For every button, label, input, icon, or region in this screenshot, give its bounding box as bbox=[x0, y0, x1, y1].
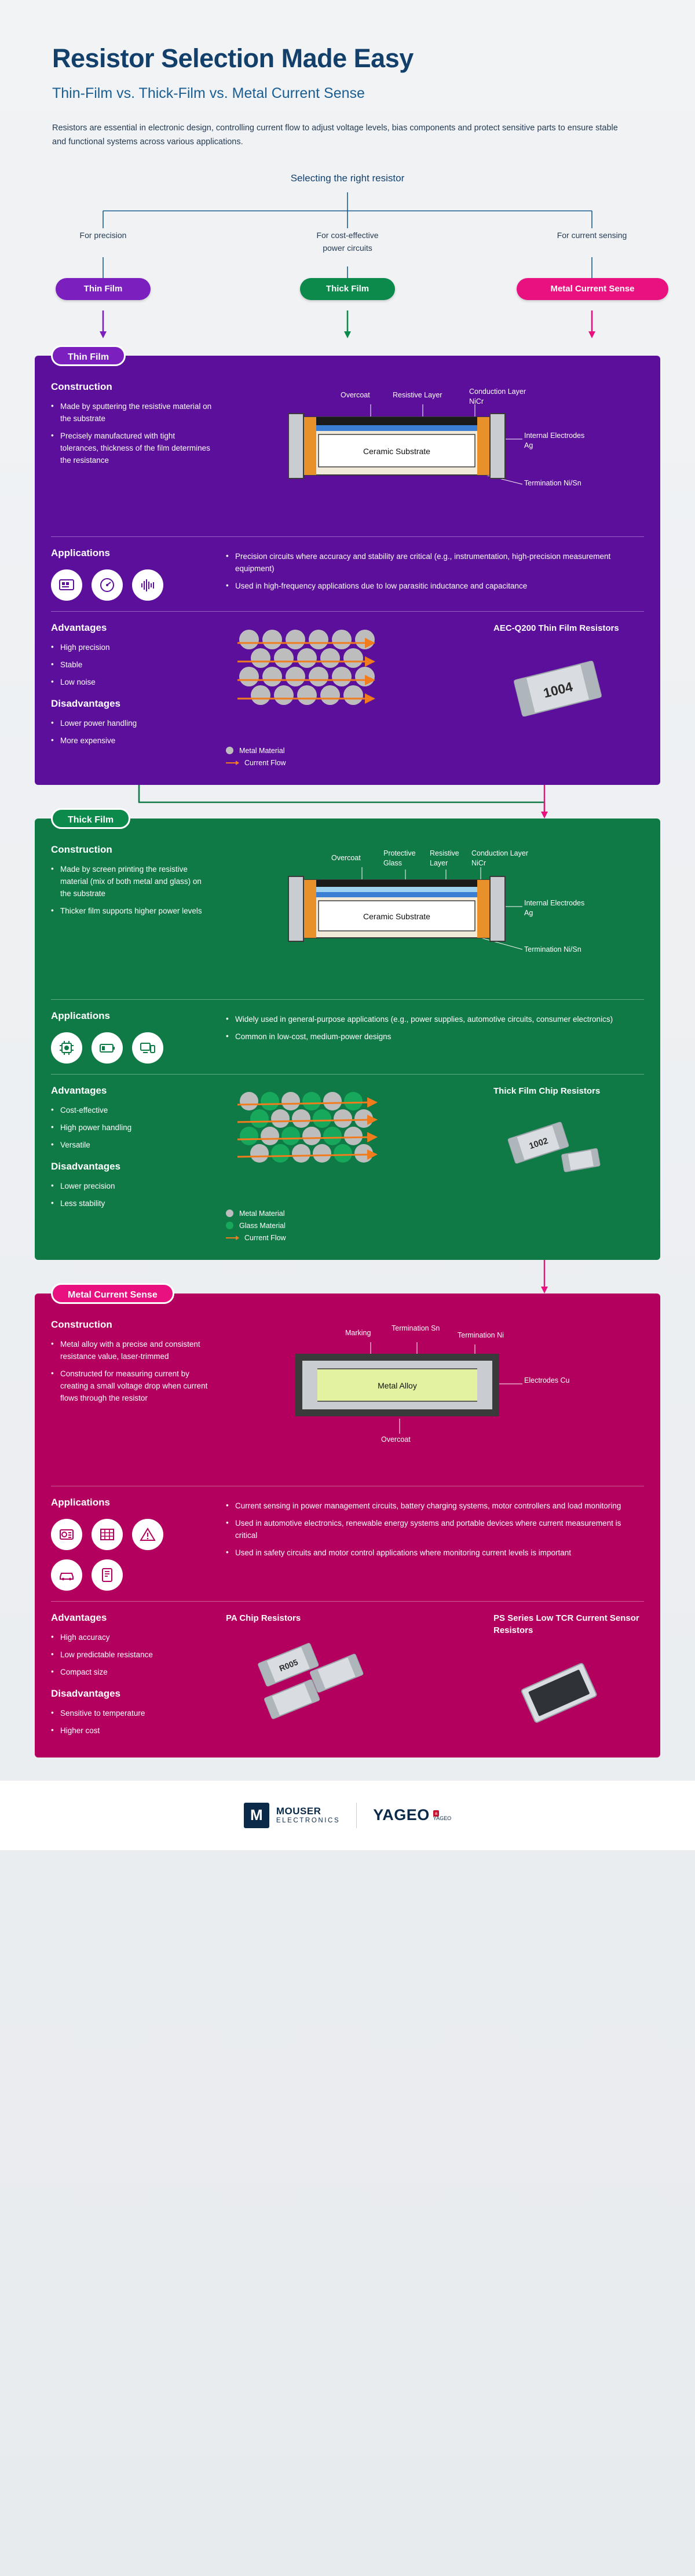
thick-disadvantages-title: Disadvantages bbox=[51, 1160, 120, 1172]
thick-disadvantages-list bbox=[51, 1181, 213, 1210]
thin-construction-title: Construction bbox=[51, 381, 112, 392]
thin-product bbox=[493, 622, 644, 771]
list-item: • Precision circuits where accuracy and stability are critical (e.g., instrumentation, high-precision measurement equipment) bbox=[226, 551, 644, 575]
list-item: • Stable bbox=[51, 659, 213, 671]
pill-thin-film[interactable]: Thin Film bbox=[56, 278, 151, 300]
pa-chip-photo bbox=[226, 1630, 411, 1734]
selection-flow bbox=[0, 165, 695, 338]
metal-construction-title: Construction bbox=[51, 1318, 112, 1330]
thin-disadvantages-list bbox=[51, 718, 213, 747]
thin-film-chip-photo bbox=[493, 640, 627, 727]
list-item: • Used in high-frequency applications due to low parasitic inductance and capacitance bbox=[226, 580, 644, 593]
legend-label: Glass Material bbox=[239, 1221, 286, 1230]
metal-applications-icons-row2 bbox=[51, 1557, 213, 1591]
divider bbox=[51, 1601, 644, 1602]
ps-series-title: PS Series Low TCR Current Sensor Resistors bbox=[493, 1613, 639, 1635]
annot-resistive-layer: Resistive Layer bbox=[393, 390, 442, 399]
legend-label: Current Flow bbox=[244, 758, 286, 767]
battery-icon bbox=[92, 1032, 123, 1064]
car-icon bbox=[51, 1559, 82, 1591]
metal-advantages-title: Advantages bbox=[51, 1612, 107, 1623]
pa-chip-title: PA Chip Resistors bbox=[226, 1613, 301, 1623]
thin-advantages-block bbox=[35, 622, 660, 771]
thick-applications-block bbox=[35, 1010, 660, 1064]
thick-applications-title: Applications bbox=[51, 1010, 111, 1021]
branch-label-cost-line2: power circuits bbox=[323, 243, 372, 253]
thick-applications-icons bbox=[51, 1030, 213, 1064]
annot-overcoat: Overcoat bbox=[341, 390, 370, 399]
annot-conduction-layer: Conduction Layer NiCr bbox=[469, 387, 526, 405]
intro-paragraph: Resistors are essential in electronic design, controlling current flow to adjust voltage levels, bias components and protect sensitive parts to ensure stable and functional systems across various applications. bbox=[52, 123, 618, 147]
metal-material-flow-diagram bbox=[226, 622, 446, 738]
thick-construction-figure bbox=[226, 844, 666, 989]
annot-termination: Termination Ni/Sn bbox=[524, 945, 581, 953]
header bbox=[0, 0, 695, 149]
section-metal-current-sense bbox=[35, 1289, 660, 1757]
yageo-wordmark: YAGEO bbox=[373, 1806, 430, 1824]
instrumentation-icon bbox=[51, 569, 82, 601]
thin-construction-list bbox=[51, 401, 213, 467]
yageo-logo bbox=[357, 1806, 451, 1824]
branch-label-cost-line1: For cost-effective bbox=[316, 230, 379, 240]
section-thick-film bbox=[35, 814, 660, 1260]
thick-applications-list bbox=[226, 1014, 644, 1043]
annot-internal-electrodes: Internal Electrodes Ag bbox=[524, 898, 585, 917]
list-item: • Versatile bbox=[51, 1139, 213, 1152]
annot-internal-electrodes: Internal Electrodes Ag bbox=[524, 431, 585, 450]
annot-protective-glass: Protective Glass bbox=[383, 849, 416, 867]
annot-termination-sn: Termination Sn bbox=[392, 1324, 440, 1332]
branch-label-precision: For precision bbox=[79, 230, 127, 240]
device-icon bbox=[92, 1559, 123, 1591]
thin-advantages-list bbox=[51, 642, 213, 689]
thick-advantages-title: Advantages bbox=[51, 1084, 107, 1096]
thin-applications-list bbox=[226, 551, 644, 593]
metal-construction-list bbox=[51, 1339, 213, 1405]
metal-applications-title: Applications bbox=[51, 1496, 111, 1508]
thin-construction-figure bbox=[226, 381, 666, 526]
yageo-subtitle: YAGEO bbox=[433, 1815, 452, 1822]
annot-termination-ni: Termination Ni bbox=[458, 1331, 504, 1339]
annot-termination: Termination Ni/Sn bbox=[524, 478, 581, 487]
list-item: • Used in safety circuits and motor control applications where monitoring current levels is important bbox=[226, 1547, 644, 1559]
section-tab-metal-current-sense: Metal Current Sense bbox=[51, 1283, 174, 1304]
annot-overcoat: Overcoat bbox=[331, 853, 361, 862]
section-tab-thin-film: Thin Film bbox=[51, 345, 126, 366]
metal-disadvantages-list bbox=[51, 1708, 213, 1737]
metal-advantages-block bbox=[35, 1612, 660, 1744]
section-tab-thick-film: Thick Film bbox=[51, 808, 130, 829]
svg-text:1002: 1002 bbox=[528, 1135, 550, 1152]
list-item: • Less stability bbox=[51, 1198, 213, 1210]
metal-advantages-list bbox=[51, 1632, 213, 1679]
metal-applications-list bbox=[226, 1500, 644, 1559]
legend-label: Current Flow bbox=[244, 1233, 286, 1242]
list-item: • Metal alloy with a precise and consistent resistance value, laser-trimmed bbox=[51, 1339, 213, 1363]
divider bbox=[51, 611, 644, 612]
meter-icon bbox=[51, 1519, 82, 1550]
chip-code: 1004 bbox=[542, 678, 575, 701]
metal-construction-block bbox=[35, 1294, 660, 1475]
list-item: • Low noise bbox=[51, 677, 213, 689]
list-item: • Constructed for measuring current by creating a small voltage drop when current flows through the resistor bbox=[51, 1368, 213, 1405]
annot-resistive-layer: Resistive Layer bbox=[430, 849, 459, 867]
thin-film-cross-section bbox=[226, 381, 666, 526]
metal-product-pa bbox=[226, 1612, 481, 1744]
thick-construction-title: Construction bbox=[51, 843, 112, 855]
list-item: • Compact size bbox=[51, 1667, 213, 1679]
list-item: • Lower power handling bbox=[51, 718, 213, 730]
waveform-icon bbox=[132, 569, 163, 601]
divider bbox=[51, 536, 644, 537]
thin-material-diagram bbox=[226, 622, 481, 771]
glass-material-swatch bbox=[226, 1222, 233, 1229]
chip-icon bbox=[51, 1032, 82, 1064]
current-flow-arrow bbox=[226, 1237, 239, 1238]
pill-thick-film[interactable]: Thick Film bbox=[300, 278, 395, 300]
metal-material-swatch bbox=[226, 747, 233, 754]
branch-label-sensing: For current sensing bbox=[557, 230, 627, 240]
thick-product bbox=[493, 1085, 644, 1246]
list-item: • More expensive bbox=[51, 735, 213, 747]
list-item: • High accuracy bbox=[51, 1632, 213, 1644]
solar-icon bbox=[92, 1519, 123, 1550]
list-item: • Used in automotive electronics, renewable energy systems and portable devices where current measurement is critical bbox=[226, 1518, 644, 1542]
thick-construction-list bbox=[51, 864, 213, 918]
thick-advantages-block bbox=[35, 1085, 660, 1246]
metal-current-sense-cross-section bbox=[226, 1319, 666, 1475]
list-item: • Widely used in general-purpose applications (e.g., power supplies, automotive circuits, consumer electronics) bbox=[226, 1014, 644, 1026]
list-item: • Common in low-cost, medium-power designs bbox=[226, 1031, 644, 1043]
svg-text:Metal Alloy: Metal Alloy bbox=[378, 1380, 417, 1390]
list-item: • Sensitive to temperature bbox=[51, 1708, 213, 1720]
annot-overcoat: Overcoat bbox=[381, 1435, 411, 1444]
thin-advantages-title: Advantages bbox=[51, 622, 107, 633]
mouser-mark-icon: M bbox=[244, 1803, 269, 1828]
list-item: • Low predictable resistance bbox=[51, 1649, 213, 1661]
annot-marking: Marking bbox=[345, 1328, 371, 1337]
section-thin-film bbox=[35, 352, 660, 785]
yageo-badge: a bbox=[433, 1810, 439, 1817]
gauge-icon bbox=[92, 569, 123, 601]
devices-icon bbox=[132, 1032, 163, 1064]
list-item: • Cost-effective bbox=[51, 1105, 213, 1117]
list-item: • High power handling bbox=[51, 1122, 213, 1134]
mouser-wordmark: MOUSER bbox=[276, 1806, 321, 1817]
warning-icon bbox=[132, 1519, 163, 1550]
svg-text:Ceramic Substrate: Ceramic Substrate bbox=[363, 911, 430, 921]
svg-text:Ceramic Substrate: Ceramic Substrate bbox=[363, 446, 430, 456]
thin-construction-block bbox=[35, 356, 660, 526]
metal-applications-icons-row1 bbox=[51, 1517, 213, 1550]
list-item: • Made by screen printing the resistive material (mix of both metal and glass) on the substrate bbox=[51, 864, 213, 900]
metal-product-ps bbox=[493, 1612, 644, 1744]
mouser-subtitle: ELECTRONICS bbox=[276, 1817, 341, 1824]
thick-material-diagram bbox=[226, 1085, 481, 1246]
legend-label: Metal Material bbox=[239, 1209, 285, 1218]
thin-applications-block bbox=[35, 547, 660, 601]
list-item: • Precisely manufactured with tight tolerances, thickness of the film determines the resistance bbox=[51, 430, 213, 467]
list-item: • Current sensing in power management circuits, battery charging systems, motor controllers and load monitoring bbox=[226, 1500, 644, 1512]
thin-disadvantages-title: Disadvantages bbox=[51, 697, 120, 709]
thin-legend bbox=[226, 747, 481, 767]
metal-disadvantages-title: Disadvantages bbox=[51, 1687, 120, 1699]
thin-product-title: AEC-Q200 Thin Film Resistors bbox=[493, 623, 619, 633]
list-item: • Thicker film supports higher power levels bbox=[51, 905, 213, 918]
page-subtitle: Thin-Film vs. Thick-Film vs. Metal Current Sense bbox=[52, 85, 365, 101]
list-item: • Lower precision bbox=[51, 1181, 213, 1193]
list-item: • Higher cost bbox=[51, 1725, 213, 1737]
divider bbox=[51, 1074, 644, 1075]
metal-glass-material-flow-diagram bbox=[226, 1085, 446, 1201]
page-title: Resistor Selection Made Easy bbox=[52, 43, 414, 73]
metal-material-swatch bbox=[226, 1210, 233, 1217]
thin-applications-title: Applications bbox=[51, 547, 111, 558]
ps-series-photo bbox=[493, 1642, 627, 1741]
thin-applications-icons bbox=[51, 567, 213, 601]
metal-applications-block bbox=[35, 1497, 660, 1591]
annot-electrodes-cu: Electrodes Cu bbox=[524, 1376, 570, 1384]
pill-metal-current-sense[interactable]: Metal Current Sense bbox=[517, 278, 668, 300]
thick-advantages-list bbox=[51, 1105, 213, 1152]
footer-logos bbox=[0, 1781, 695, 1850]
thick-film-chip-photo bbox=[493, 1103, 627, 1190]
metal-construction-figure bbox=[226, 1319, 666, 1475]
annot-conduction-layer: Conduction Layer NiCr bbox=[471, 849, 528, 867]
mouser-logo bbox=[244, 1803, 357, 1828]
divider bbox=[51, 999, 644, 1000]
list-item: • High precision bbox=[51, 642, 213, 654]
list-item: • Made by sputtering the resistive material on the substrate bbox=[51, 401, 213, 425]
svg-text:R005: R005 bbox=[277, 1657, 299, 1674]
flow-title: Selecting the right resistor bbox=[290, 172, 405, 184]
current-flow-arrow bbox=[226, 762, 239, 763]
thick-construction-block bbox=[35, 819, 660, 989]
thick-legend bbox=[226, 1210, 481, 1242]
legend-label: Metal Material bbox=[239, 746, 285, 755]
thick-product-title: Thick Film Chip Resistors bbox=[493, 1086, 601, 1096]
